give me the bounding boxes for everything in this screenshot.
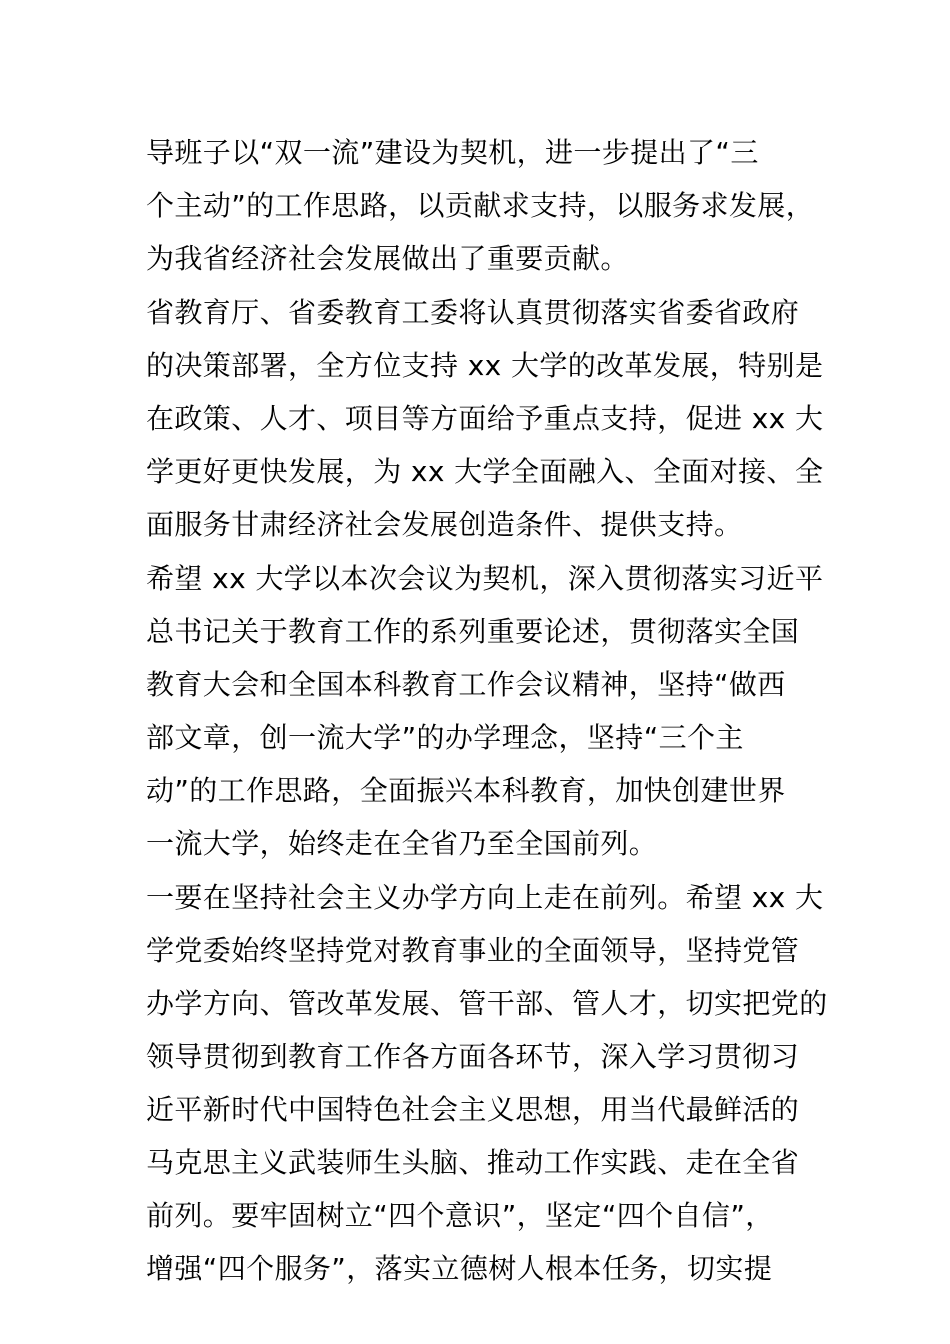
text-line: 学党委始终坚持党对教育事业的全面领导，坚持党管: [146, 934, 800, 967]
text-line: 总书记关于教育工作的系列重要论述，贯彻落实全国: [146, 615, 800, 648]
text-line: 导班子以“双一流”建设为契机，进一步提出了“三: [146, 136, 759, 169]
paragraph-3: [146, 552, 824, 870]
text-line: 省教育厅、省委教育工委将认真贯彻落实省委省政府: [146, 296, 800, 329]
text-line: 面服务甘肃经济社会发展创造条件、提供支持。: [146, 508, 743, 541]
text-line: 希望 xx 大学以本次会议为契机，深入贯彻落实习近平: [146, 562, 824, 595]
text-line: 个主动”的工作思路，以贡献求支持，以服务求发展，: [146, 189, 815, 222]
document-body: [146, 126, 828, 1296]
text-line: 马克思主义武装师生头脑、推动工作实践、走在全省: [146, 1146, 800, 1179]
text-line: 一流大学，始终走在全省乃至全国前列。: [146, 827, 658, 860]
text-line: 学更好更快发展，为 xx 大学全面融入、全面对接、全: [146, 455, 824, 488]
text-line: 为我省经济社会发展做出了重要贡献。: [146, 242, 629, 275]
paragraph-1: [146, 126, 815, 285]
text-line: 部文章，创一流大学”的办学理念，坚持“三个主: [146, 721, 744, 754]
text-line: 近平新时代中国特色社会主义思想，用当代最鲜活的: [146, 1093, 800, 1126]
text-line: 的决策部署，全方位支持 xx 大学的改革发展，特别是: [146, 349, 824, 382]
text-line: 前列。要牢固树立“四个意识”，坚定“四个自信”，: [146, 1199, 774, 1232]
paragraph-4: [146, 871, 828, 1295]
text-line: 一要在坚持社会主义办学方向上走在前列。希望 xx 大: [146, 881, 824, 914]
text-line: 增强“四个服务”，落实立德树人根本任务，切实提: [146, 1252, 773, 1285]
text-line: 办学方向、管改革发展、管干部、管人才，切实把党的: [146, 987, 828, 1020]
text-line: 领导贯彻到教育工作各方面各环节，深入学习贯彻习: [146, 1040, 800, 1073]
text-line: 教育大会和全国本科教育工作会议精神，坚持“做西: [146, 668, 786, 701]
paragraph-2: [146, 286, 824, 551]
text-line: 动”的工作思路，全面振兴本科教育，加快创建世界: [146, 774, 786, 807]
text-line: 在政策、人才、项目等方面给予重点支持，促进 xx 大: [146, 402, 824, 435]
